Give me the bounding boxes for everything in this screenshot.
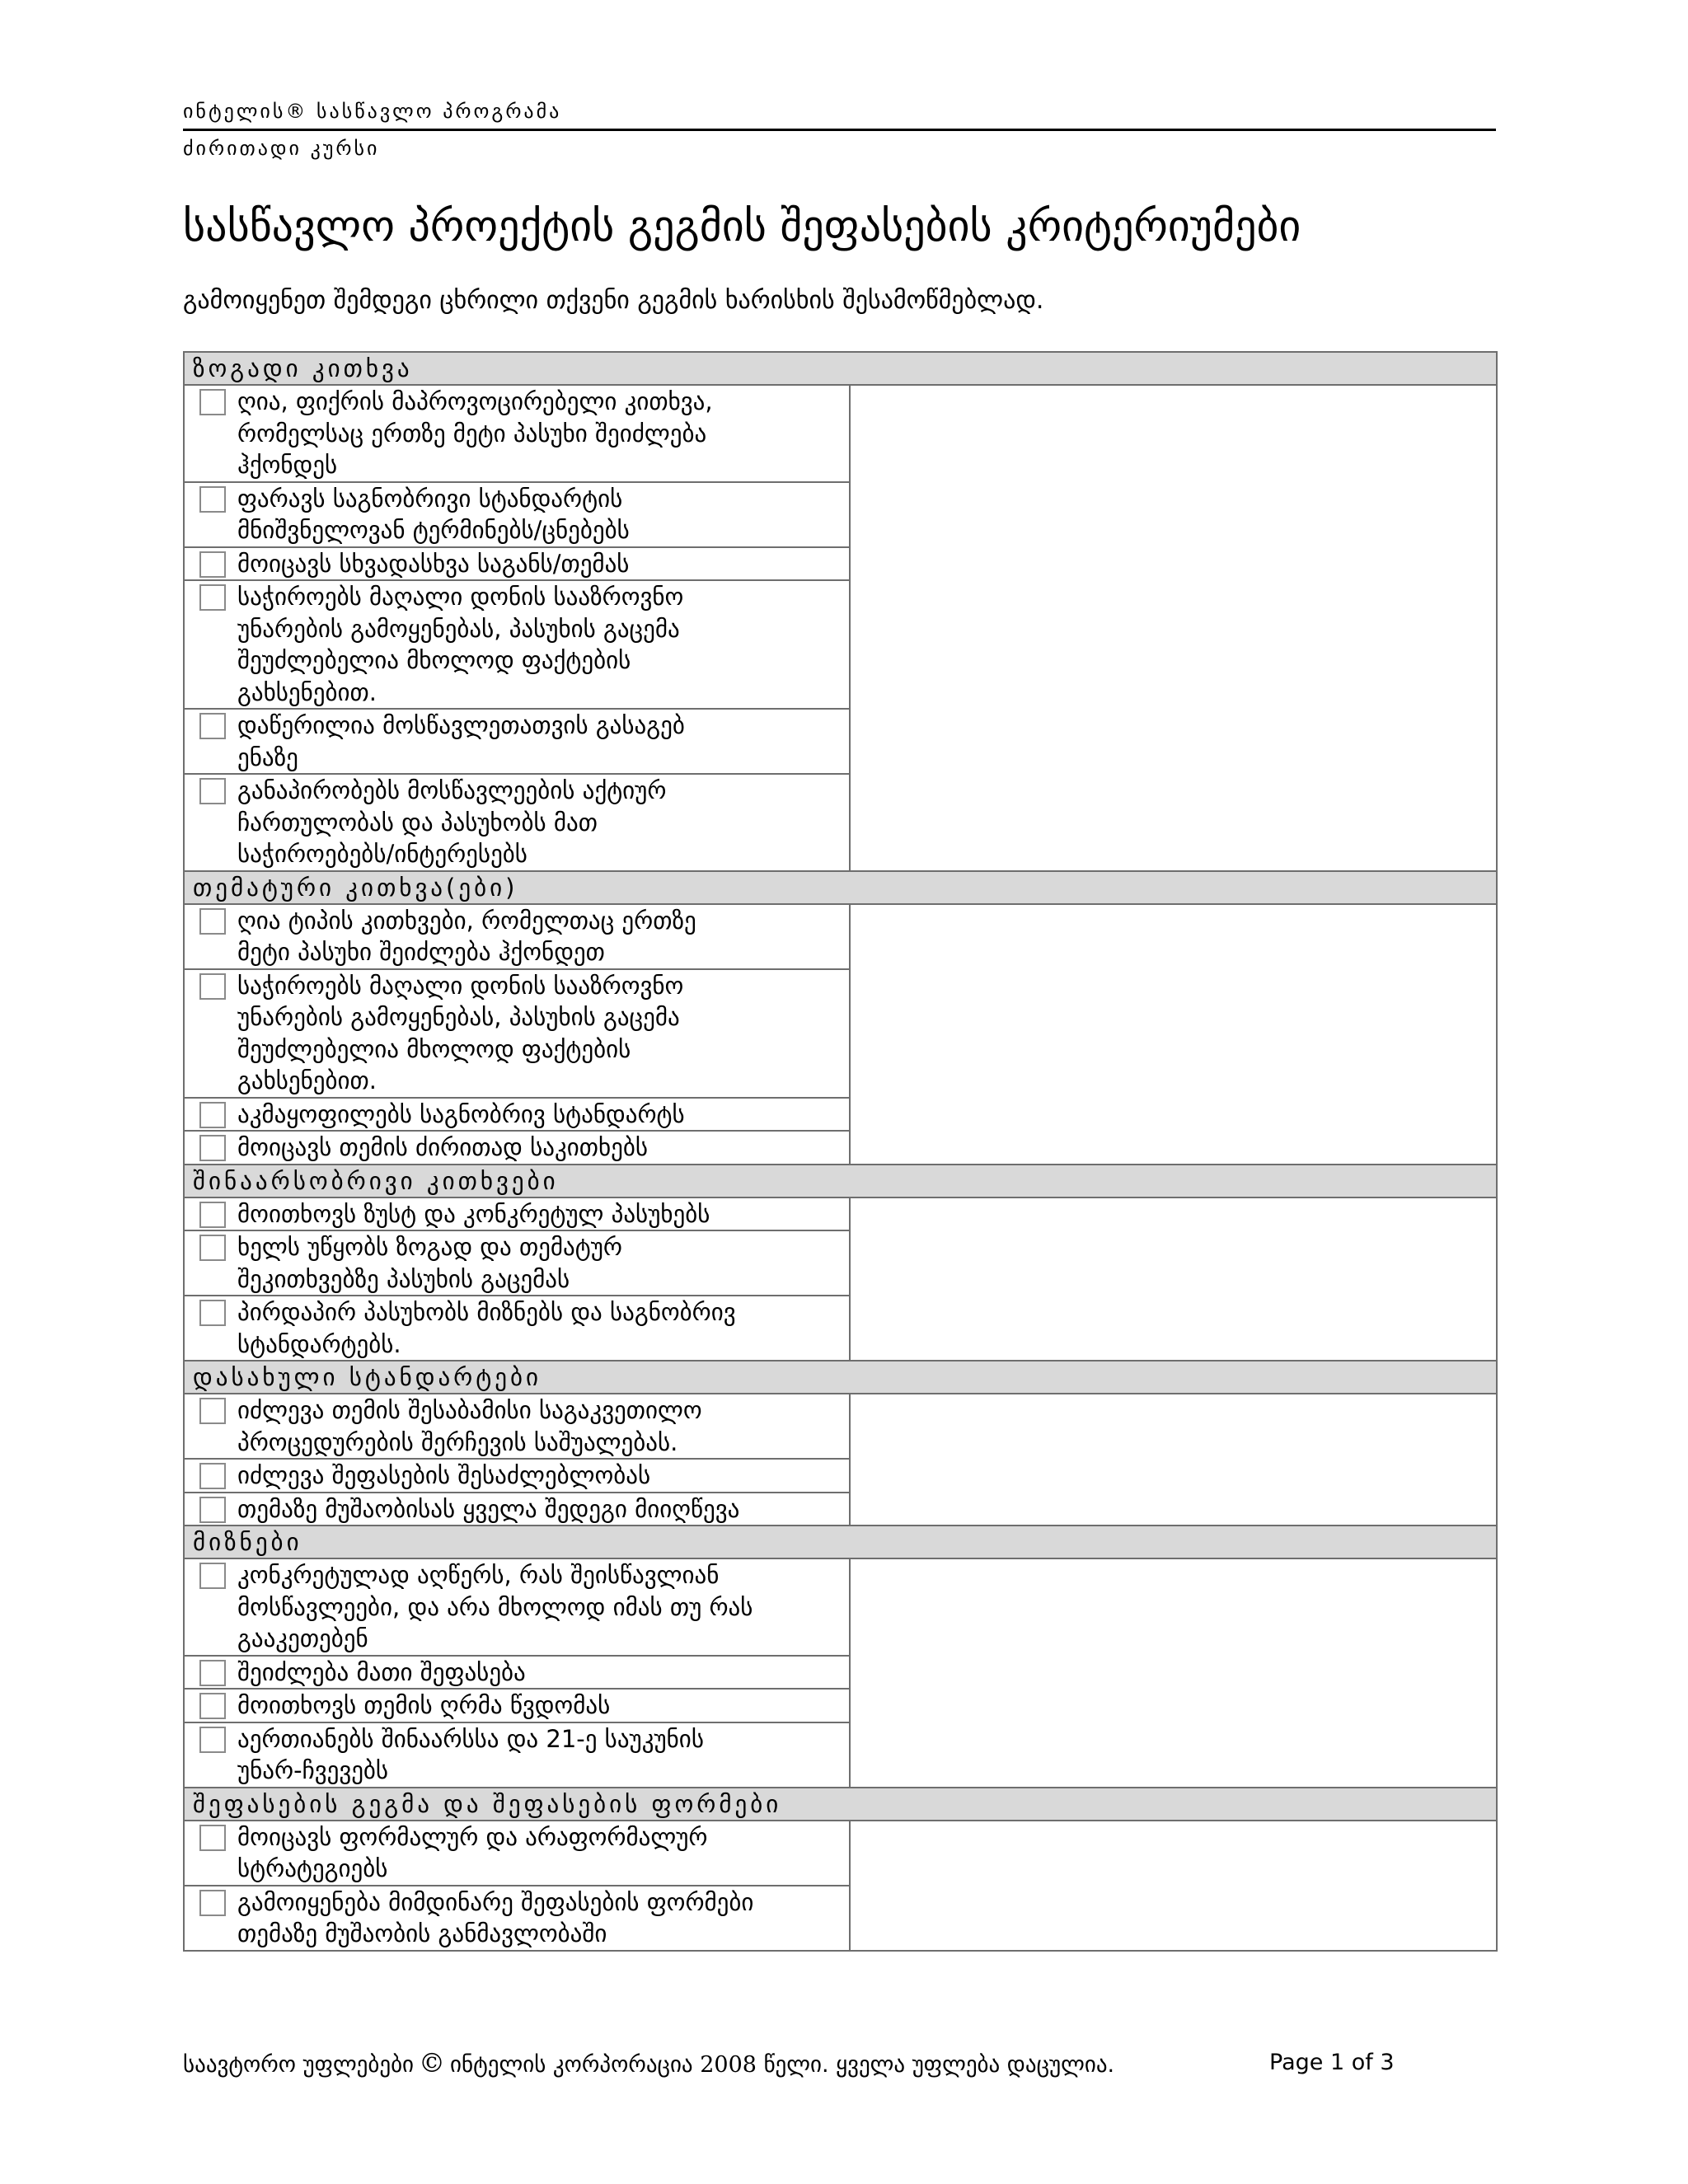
section-header-row bbox=[184, 1526, 1497, 1558]
criterion-text-line: გახსენებით. bbox=[237, 677, 377, 706]
criterion-content bbox=[185, 548, 849, 580]
criterion-text-line: სტრატეგიებს bbox=[237, 1854, 388, 1882]
criterion-text bbox=[237, 1099, 849, 1131]
criterion-content bbox=[185, 1493, 849, 1526]
criterion-content bbox=[185, 1099, 849, 1131]
criterion-cell bbox=[184, 547, 850, 581]
criterion-text bbox=[237, 1559, 849, 1655]
criterion-text-line: ენაზე bbox=[237, 743, 298, 771]
criterion-row bbox=[184, 385, 1497, 482]
criteria-table-body bbox=[184, 352, 1497, 1951]
criterion-text-line: ფარავს საგნობრივი სტანდარტის bbox=[237, 484, 623, 513]
criterion-checkbox[interactable] bbox=[199, 1825, 226, 1851]
criterion-checkbox[interactable] bbox=[199, 1235, 226, 1261]
criterion-text-line: ხელს უწყობს ზოგად და თემატურ bbox=[237, 1233, 622, 1261]
criterion-checkbox[interactable] bbox=[199, 1660, 226, 1686]
criterion-text-line: აერთიანებს შინაარსსა და 21-ე საუკუნის bbox=[237, 1724, 704, 1753]
criterion-content bbox=[185, 1657, 849, 1689]
criterion-text-line: პროცედურების შერჩევის საშუალებას. bbox=[237, 1427, 678, 1456]
criterion-text-line: მოიცავს თემის ძირითად საკითხებს bbox=[237, 1133, 649, 1161]
criterion-text-line: იძლევა თემის შესაბამისი საგაკვეთილო bbox=[237, 1396, 702, 1424]
criterion-checkbox[interactable] bbox=[199, 584, 226, 611]
criterion-content bbox=[185, 581, 849, 708]
criterion-text bbox=[237, 1132, 849, 1164]
criterion-checkbox[interactable] bbox=[199, 1693, 226, 1719]
criterion-cell bbox=[184, 709, 850, 774]
criterion-cell bbox=[184, 1722, 850, 1788]
notes-cell[interactable] bbox=[850, 904, 1497, 1165]
criterion-text-line: იძლევა შეფასების შესაძლებლობას bbox=[237, 1461, 651, 1489]
criterion-checkbox[interactable] bbox=[199, 778, 226, 804]
criterion-cell bbox=[184, 1197, 850, 1231]
criterion-checkbox[interactable] bbox=[199, 389, 226, 415]
criterion-text-line: შეუძლებელია მხოლოდ ფაქტების bbox=[237, 1034, 631, 1063]
section-header-row bbox=[184, 352, 1497, 385]
criterion-row bbox=[184, 904, 1497, 969]
criterion-text bbox=[237, 905, 849, 968]
criterion-text-line: პირდაპირ პასუხობს მიზნებს და საგნობრივ bbox=[237, 1298, 736, 1326]
criterion-cell bbox=[184, 1459, 850, 1493]
criterion-row bbox=[184, 1558, 1497, 1656]
criterion-checkbox[interactable] bbox=[199, 1398, 226, 1424]
criterion-cell bbox=[184, 1230, 850, 1296]
notes-cell[interactable] bbox=[850, 1821, 1497, 1951]
criteria-table bbox=[183, 351, 1498, 1952]
criterion-content bbox=[185, 1821, 849, 1885]
criterion-text-line: გახსენებით. bbox=[237, 1066, 377, 1094]
criterion-checkbox[interactable] bbox=[199, 908, 226, 935]
criterion-text-line: უნარების გამოყენებას, პასუხის გაცემა bbox=[237, 614, 680, 643]
criterion-text bbox=[237, 548, 849, 580]
page-number: Page 1 of 3 bbox=[1269, 2050, 1395, 2075]
criterion-content bbox=[185, 386, 849, 481]
notes-cell[interactable] bbox=[850, 385, 1497, 871]
course-name: ძირითადი კურსი bbox=[183, 137, 380, 160]
criterion-text-line: უნარების გამოყენებას, პასუხის გაცემა bbox=[237, 1003, 680, 1031]
footer-rights: წელი. ყველა უფლება დაცულია. bbox=[763, 2052, 1115, 2078]
criterion-content bbox=[185, 1886, 849, 1950]
criterion-content bbox=[185, 1394, 849, 1458]
section-header-row bbox=[184, 1165, 1497, 1197]
criterion-text bbox=[237, 483, 849, 546]
criterion-cell bbox=[184, 904, 850, 969]
criterion-cell bbox=[184, 1558, 850, 1656]
section-header-row bbox=[184, 871, 1497, 904]
criterion-text bbox=[237, 775, 849, 870]
criterion-text-line: ღია, ფიქრის მაპროვოცირებელი კითხვა, bbox=[237, 387, 713, 415]
criterion-checkbox[interactable] bbox=[199, 973, 226, 1000]
criterion-checkbox[interactable] bbox=[199, 551, 226, 578]
criterion-content bbox=[185, 1198, 849, 1230]
criterion-checkbox[interactable] bbox=[199, 1202, 226, 1228]
criterion-content bbox=[185, 970, 849, 1097]
copyright-icon: © bbox=[419, 2047, 446, 2079]
criterion-content bbox=[185, 1690, 849, 1722]
criterion-text-line: მოითხოვს ზუსტ და კონკრეტულ პასუხებს bbox=[237, 1199, 710, 1228]
page-footer bbox=[183, 2046, 1496, 2082]
criterion-text bbox=[237, 1394, 849, 1458]
criterion-text bbox=[237, 581, 849, 708]
criterion-content bbox=[185, 710, 849, 773]
criterion-text-line: საჭიროებს მაღალი დონის სააზროვნო bbox=[237, 971, 684, 1000]
criterion-cell bbox=[184, 580, 850, 709]
criterion-text-line: რომელსაც ერთზე მეტი პასუხი შეიძლება bbox=[237, 419, 707, 448]
criterion-text-line: შეკითხვებზე პასუხის გაცემას bbox=[237, 1264, 570, 1293]
section-header-row bbox=[184, 1361, 1497, 1394]
criterion-checkbox[interactable] bbox=[199, 1497, 226, 1523]
criterion-row bbox=[184, 1821, 1497, 1886]
criterion-text-line: დაწერილია მოსწავლეთათვის გასაგებ bbox=[237, 711, 685, 739]
criterion-text bbox=[237, 1886, 849, 1950]
criterion-cell bbox=[184, 1131, 850, 1165]
criterion-cell bbox=[184, 1296, 850, 1361]
section-heading: ზოგადი კითხვა bbox=[184, 352, 1497, 385]
criterion-text bbox=[237, 1296, 849, 1360]
section-heading: შეფასების გეგმა და შეფასების ფორმები bbox=[184, 1788, 1497, 1821]
criterion-text-line: გააკეთებენ bbox=[237, 1624, 368, 1652]
criterion-cell bbox=[184, 1821, 850, 1886]
criterion-text bbox=[237, 1231, 849, 1295]
criterion-cell bbox=[184, 1886, 850, 1951]
criterion-text-line: გამოიყენება მიმდინარე შეფასების ფორმები bbox=[237, 1887, 754, 1916]
criterion-text-line: მოიცავს სხვადასხვა საგანს/თემას bbox=[237, 549, 630, 578]
criterion-row bbox=[184, 1197, 1497, 1231]
criterion-checkbox[interactable] bbox=[199, 713, 226, 739]
criterion-text-line: საჭიროებებს/ინტერესებს bbox=[237, 840, 528, 868]
criterion-text-line: განაპირობებს მოსწავლეების აქტიურ bbox=[237, 776, 667, 804]
criterion-checkbox[interactable] bbox=[199, 1727, 226, 1753]
criterion-content bbox=[185, 1132, 849, 1164]
criterion-text-line: მოსწავლეები, და არა მხოლოდ იმას თუ რას bbox=[237, 1592, 753, 1621]
criterion-content bbox=[185, 1723, 849, 1787]
criterion-content bbox=[185, 1559, 849, 1655]
criterion-cell bbox=[184, 774, 850, 871]
criterion-checkbox[interactable] bbox=[199, 486, 226, 513]
criterion-text-line: მოიცავს ფორმალურ და არაფორმალურ bbox=[237, 1822, 708, 1851]
criterion-cell bbox=[184, 1656, 850, 1690]
notes-cell[interactable] bbox=[850, 1197, 1497, 1361]
section-heading: თემატური კითხვა(ები) bbox=[184, 871, 1497, 904]
criterion-cell bbox=[184, 969, 850, 1098]
criterion-text-line: შეიძლება მათი შეფასება bbox=[237, 1657, 526, 1686]
criterion-text-line: შეუძლებელია მხოლოდ ფაქტების bbox=[237, 646, 631, 674]
page-header bbox=[183, 97, 1496, 162]
criterion-text bbox=[237, 1657, 849, 1689]
notes-cell[interactable] bbox=[850, 1558, 1497, 1788]
criterion-content bbox=[185, 1231, 849, 1295]
criterion-text-line: კონკრეტულად აღწერს, რას შეისწავლიან bbox=[237, 1561, 720, 1589]
section-header-row bbox=[184, 1788, 1497, 1821]
section-heading: შინაარსობრივი კითხვები bbox=[184, 1165, 1497, 1197]
criterion-cell bbox=[184, 1689, 850, 1722]
criterion-content bbox=[185, 1296, 849, 1360]
section-heading: დასახული სტანდარტები bbox=[184, 1361, 1497, 1394]
criterion-checkbox[interactable] bbox=[199, 1463, 226, 1489]
criterion-checkbox[interactable] bbox=[199, 1102, 226, 1128]
criterion-text bbox=[237, 1821, 849, 1885]
criterion-text-line: ჩართულობას და პასუხობს მათ bbox=[237, 808, 598, 837]
criterion-text bbox=[237, 1493, 849, 1526]
criterion-text bbox=[237, 1723, 849, 1787]
criterion-checkbox[interactable] bbox=[199, 1563, 226, 1589]
criterion-cell bbox=[184, 1098, 850, 1132]
criterion-checkbox[interactable] bbox=[199, 1300, 226, 1326]
intro-text: გამოიყენეთ შემდეგი ცხრილი თქვენი გეგმის ხარისხის შესამოწმებლად. bbox=[183, 286, 1044, 315]
criterion-cell bbox=[184, 482, 850, 547]
criterion-row bbox=[184, 1394, 1497, 1459]
criterion-content bbox=[185, 483, 849, 546]
criterion-content bbox=[185, 905, 849, 968]
criterion-content bbox=[185, 1460, 849, 1492]
criterion-text-line: მნიშვნელოვან ტერმინებს/ცნებებს bbox=[237, 516, 630, 544]
criterion-text-line: ჰქონდეს bbox=[237, 451, 338, 479]
program-name: ინტელის® სასწავლო პროგრამა bbox=[183, 97, 1496, 131]
criterion-text bbox=[237, 1198, 849, 1230]
criterion-text-line: თემაზე მუშაობისას ყველა შედეგი მიიღწევა bbox=[237, 1494, 740, 1523]
criterion-text-line: თემაზე მუშაობის განმავლობაში bbox=[237, 1919, 607, 1947]
criterion-checkbox[interactable] bbox=[199, 1135, 226, 1161]
criterion-text-line: მეტი პასუხი შეიძლება ჰქონდეთ bbox=[237, 938, 605, 966]
criterion-text-line: მოითხოვს თემის ღრმა წვდომას bbox=[237, 1691, 611, 1719]
footer-company: ინტელის კორპორაცია bbox=[450, 2052, 693, 2078]
footer-copyright-text: საავტორო უფლებები bbox=[183, 2052, 415, 2078]
criterion-text bbox=[237, 1460, 849, 1492]
criterion-text-line: აკმაყოფილებს საგნობრივ სტანდარტს bbox=[237, 1099, 685, 1128]
criterion-checkbox[interactable] bbox=[199, 1890, 226, 1916]
section-heading: მიზნები bbox=[184, 1526, 1497, 1558]
notes-cell[interactable] bbox=[850, 1394, 1497, 1526]
criterion-text-line: უნარ-ჩვევებს bbox=[237, 1756, 389, 1784]
criterion-cell bbox=[184, 1493, 850, 1526]
criterion-text-line: ღია ტიპის კითხვები, რომელთაც ერთზე bbox=[237, 906, 696, 935]
criterion-cell bbox=[184, 1394, 850, 1459]
criterion-text-line: საჭიროებს მაღალი დონის სააზროვნო bbox=[237, 583, 684, 611]
page-title: სასწავლო პროექტის გეგმის შეფასების კრიტერიუმები bbox=[183, 202, 1301, 251]
criterion-text bbox=[237, 710, 849, 773]
criterion-cell bbox=[184, 385, 850, 482]
footer-year: 2008 bbox=[700, 2052, 757, 2078]
criterion-text bbox=[237, 386, 849, 481]
criterion-text bbox=[237, 1690, 849, 1722]
criterion-content bbox=[185, 775, 849, 870]
criterion-text-line: სტანდარტებს. bbox=[237, 1329, 401, 1358]
criterion-text bbox=[237, 970, 849, 1097]
